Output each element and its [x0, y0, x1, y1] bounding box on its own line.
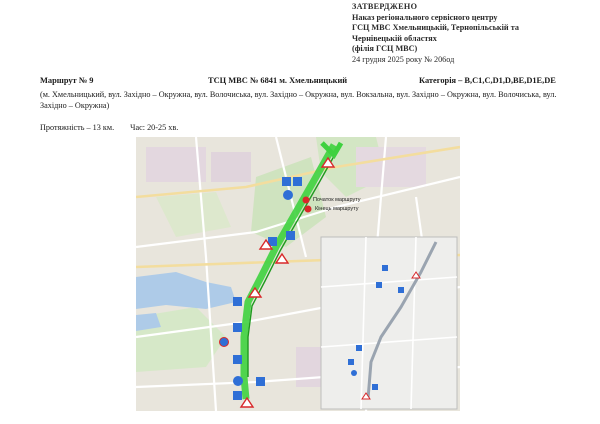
- license-categories: Категорія – B,C1,C,D1,D,BE,D1E,DE: [419, 76, 556, 85]
- approval-stamp: [352, 2, 592, 66]
- route-length: Протяжність – 13 км.: [40, 123, 115, 132]
- approval-date: 24 грудня 2025 року № 206од: [352, 54, 455, 64]
- approval-line: Чернівецькій областях: [352, 33, 437, 43]
- route-meta: [40, 123, 178, 132]
- approval-line: Наказ регіонального сервісного центру: [352, 12, 498, 22]
- svg-text:Кінець маршруту: Кінець маршруту: [315, 206, 359, 212]
- svg-text:Початок маршруту: Початок маршруту: [313, 197, 361, 203]
- route-header: [40, 76, 585, 88]
- route-time: Час: 20-25 хв.: [130, 123, 179, 132]
- inset-map: [321, 237, 457, 409]
- route-map-svg: [136, 137, 460, 411]
- route-number: Маршрут № 9: [40, 76, 94, 85]
- approval-line: (філія ГСЦ МВС): [352, 44, 418, 54]
- approval-heading: ЗАТВЕРДЖЕНО: [352, 2, 418, 11]
- service-center: ТСЦ МВС № 6841 м. Хмельницький: [208, 76, 348, 85]
- route-map: [136, 137, 460, 411]
- route-description: (м. Хмельницький, вул. Західно – Окружна, вул. Волочиська, вул. Західно – Окружна, вул. Вокзальна, вул. Західно – Окружна, вул. Волочиська, вул. Західно – Окружна): [40, 90, 557, 111]
- approval-line: ГСЦ МВС Хмельницькій, Тернопільській та: [352, 23, 519, 33]
